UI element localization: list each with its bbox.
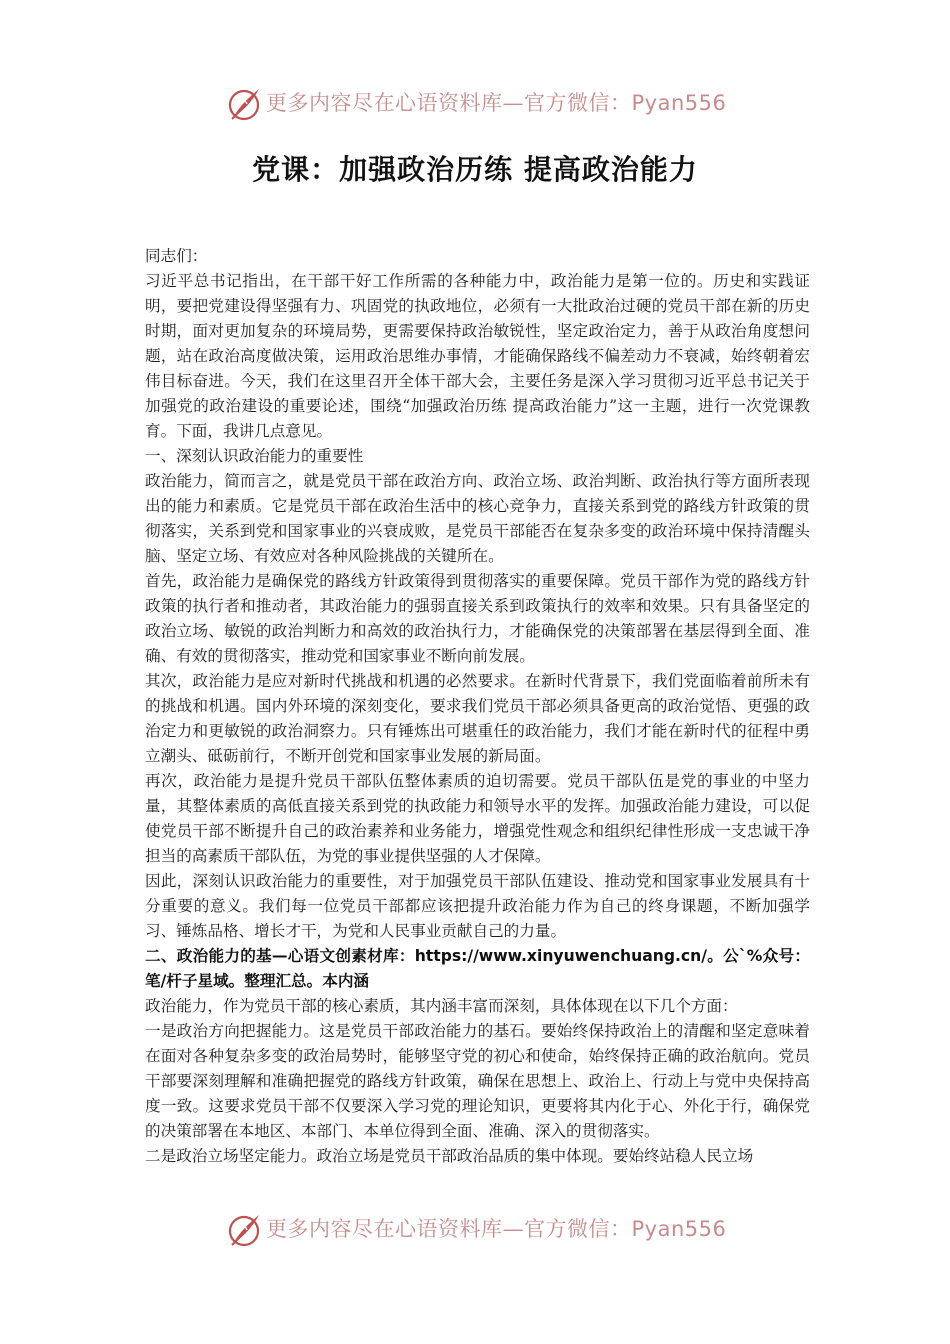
wechat-id: Pyan556 — [631, 1217, 727, 1241]
paragraph: 一是政治方向把握能力。这是党员干部政治能力的基石。要始终保持政治上的清醒和坚定意味着在面对各种复杂多变的政治局势时，能够坚守党的初心和使命，始终保持正确的政治航向。党员干部要深刻理解和准确把握党的路线方针政策，确保在思想上、政治上、行动上与党中央保持高度一致。这要求党员干部不仅要深入学习党的理论知识，更要将其内化于心、外化于行，确保党的决策部署在本地区、本部门、本单位得到全面、准确、深入的贯彻落实。 — [145, 1022, 810, 1140]
wechat-id: Pyan556 — [631, 91, 727, 115]
paragraph: 首先，政治能力是确保党的路线方针政策得到贯彻落实的重要保障。党员干部作为党的路线方针政策的执行者和推动者，其政治能力的强弱直接关系到政策执行的效率和效果。只有具备坚定的政治立场、敏锐的政治判断力和高效的政治执行力，才能确保党的决策部署在基层得到全面、准确、有效的贯彻落实，推动党和国家事业不断向前发展。 — [145, 572, 810, 665]
banner-text: 更多内容尽在心语资料库—官方微信：Pyan556 — [266, 1217, 727, 1241]
paragraph: 其次，政治能力是应对新时代挑战和机遇的必然要求。在新时代背景下，我们党面临着前所未有的挑战和机遇。国内外环境的深刻变化，要求我们党员干部必须具备更高的政治觉悟、更强的政治定力和更敏锐的政治洞察力。只有锤炼出可堪重任的政治能力，我们才能在新时代的征程中勇立潮头、砥砺前行，不断开创党和国家事业发展的新局面。 — [145, 672, 810, 765]
banner-text: 更多内容尽在心语资料库—官方微信：Pyan556 — [266, 91, 727, 115]
salutation: 同志们： — [145, 247, 208, 265]
document-body — [145, 244, 810, 1169]
quill-pen-icon — [226, 86, 262, 122]
paragraph: 政治能力，作为党员干部的核心素质，其内涵丰富而深刻，具体体现在以下几个方面： — [145, 997, 738, 1015]
page-title: 党课：加强政治历练 提高政治能力 — [252, 153, 698, 186]
footer-banner — [0, 1208, 950, 1252]
paragraph: 因此，深刻认识政治能力的重要性，对于加强党员干部队伍建设、推动党和国家事业发展具有十分重要的意义。我们每一位党员干部都应该把提升政治能力作为自己的终身课题，不断加强学习、锤炼品格、增长才干，为党和人民事业贡献自己的力量。 — [145, 872, 810, 940]
header-banner — [0, 82, 950, 126]
section-heading-2: 二、政治能力的基—心语文创素材库：https://www.xinyuwenchuang.cn/。公`%众号：笔/杆子星域。整理汇总。本内涵 — [145, 947, 810, 990]
paragraph: 政治能力，简而言之，就是党员干部在政治方向、政治立场、政治判断、政治执行等方面所表现出的能力和素质。它是党员干部在政治生活中的核心竞争力，直接关系到党的路线方针政策的贯彻落实，关系到党和国家事业的兴衰成败，是党员干部能否在复杂多变的政治环境中保持清醒头脑、坚定立场、有效应对各种风险挑战的关键所在。 — [145, 472, 810, 565]
paragraph: 二是政治立场坚定能力。政治立场是党员干部政治品质的集中体现。要始终站稳人民立场 — [145, 1147, 754, 1165]
section-heading-1: 一、深刻认识政治能力的重要性 — [145, 447, 364, 465]
paragraph: 再次，政治能力是提升党员干部队伍整体素质的迫切需要。党员干部队伍是党的事业的中坚力量，其整体素质的高低直接关系到党的执政能力和领导水平的发挥。加强政治能力建设，可以促使党员干部不断提升自己的政治素养和业务能力，增强党性观念和组织纪律性形成一支忠诚干净担当的高素质干部队伍，为党的事业提供坚强的人才保障。 — [145, 772, 810, 865]
quill-pen-icon — [226, 1212, 262, 1248]
paragraph-intro: 习近平总书记指出，在干部干好工作所需的各种能力中，政治能力是第一位的。历史和实践证明，要把党建设得坚强有力、巩固党的执政地位，必须有一大批政治过硬的党员干部在新的历史时期，面对更加复杂的环境局势，更需要保持政治敏锐性，坚定政治定力，善于从政治角度想问题，站在政治高度做决策，运用政治思维办事情，才能确保路线不偏差动力不衰减，始终朝着宏伟目标奋进。今天，我们在这里召开全体干部大会，主要任务是深入学习贯彻习近平总书记关于加强党的政治建设的重要论述，围绕“加强政治历练 提高政治能力”这一主题，进行一次党课教育。下面，我讲几点意见。 — [145, 272, 810, 440]
